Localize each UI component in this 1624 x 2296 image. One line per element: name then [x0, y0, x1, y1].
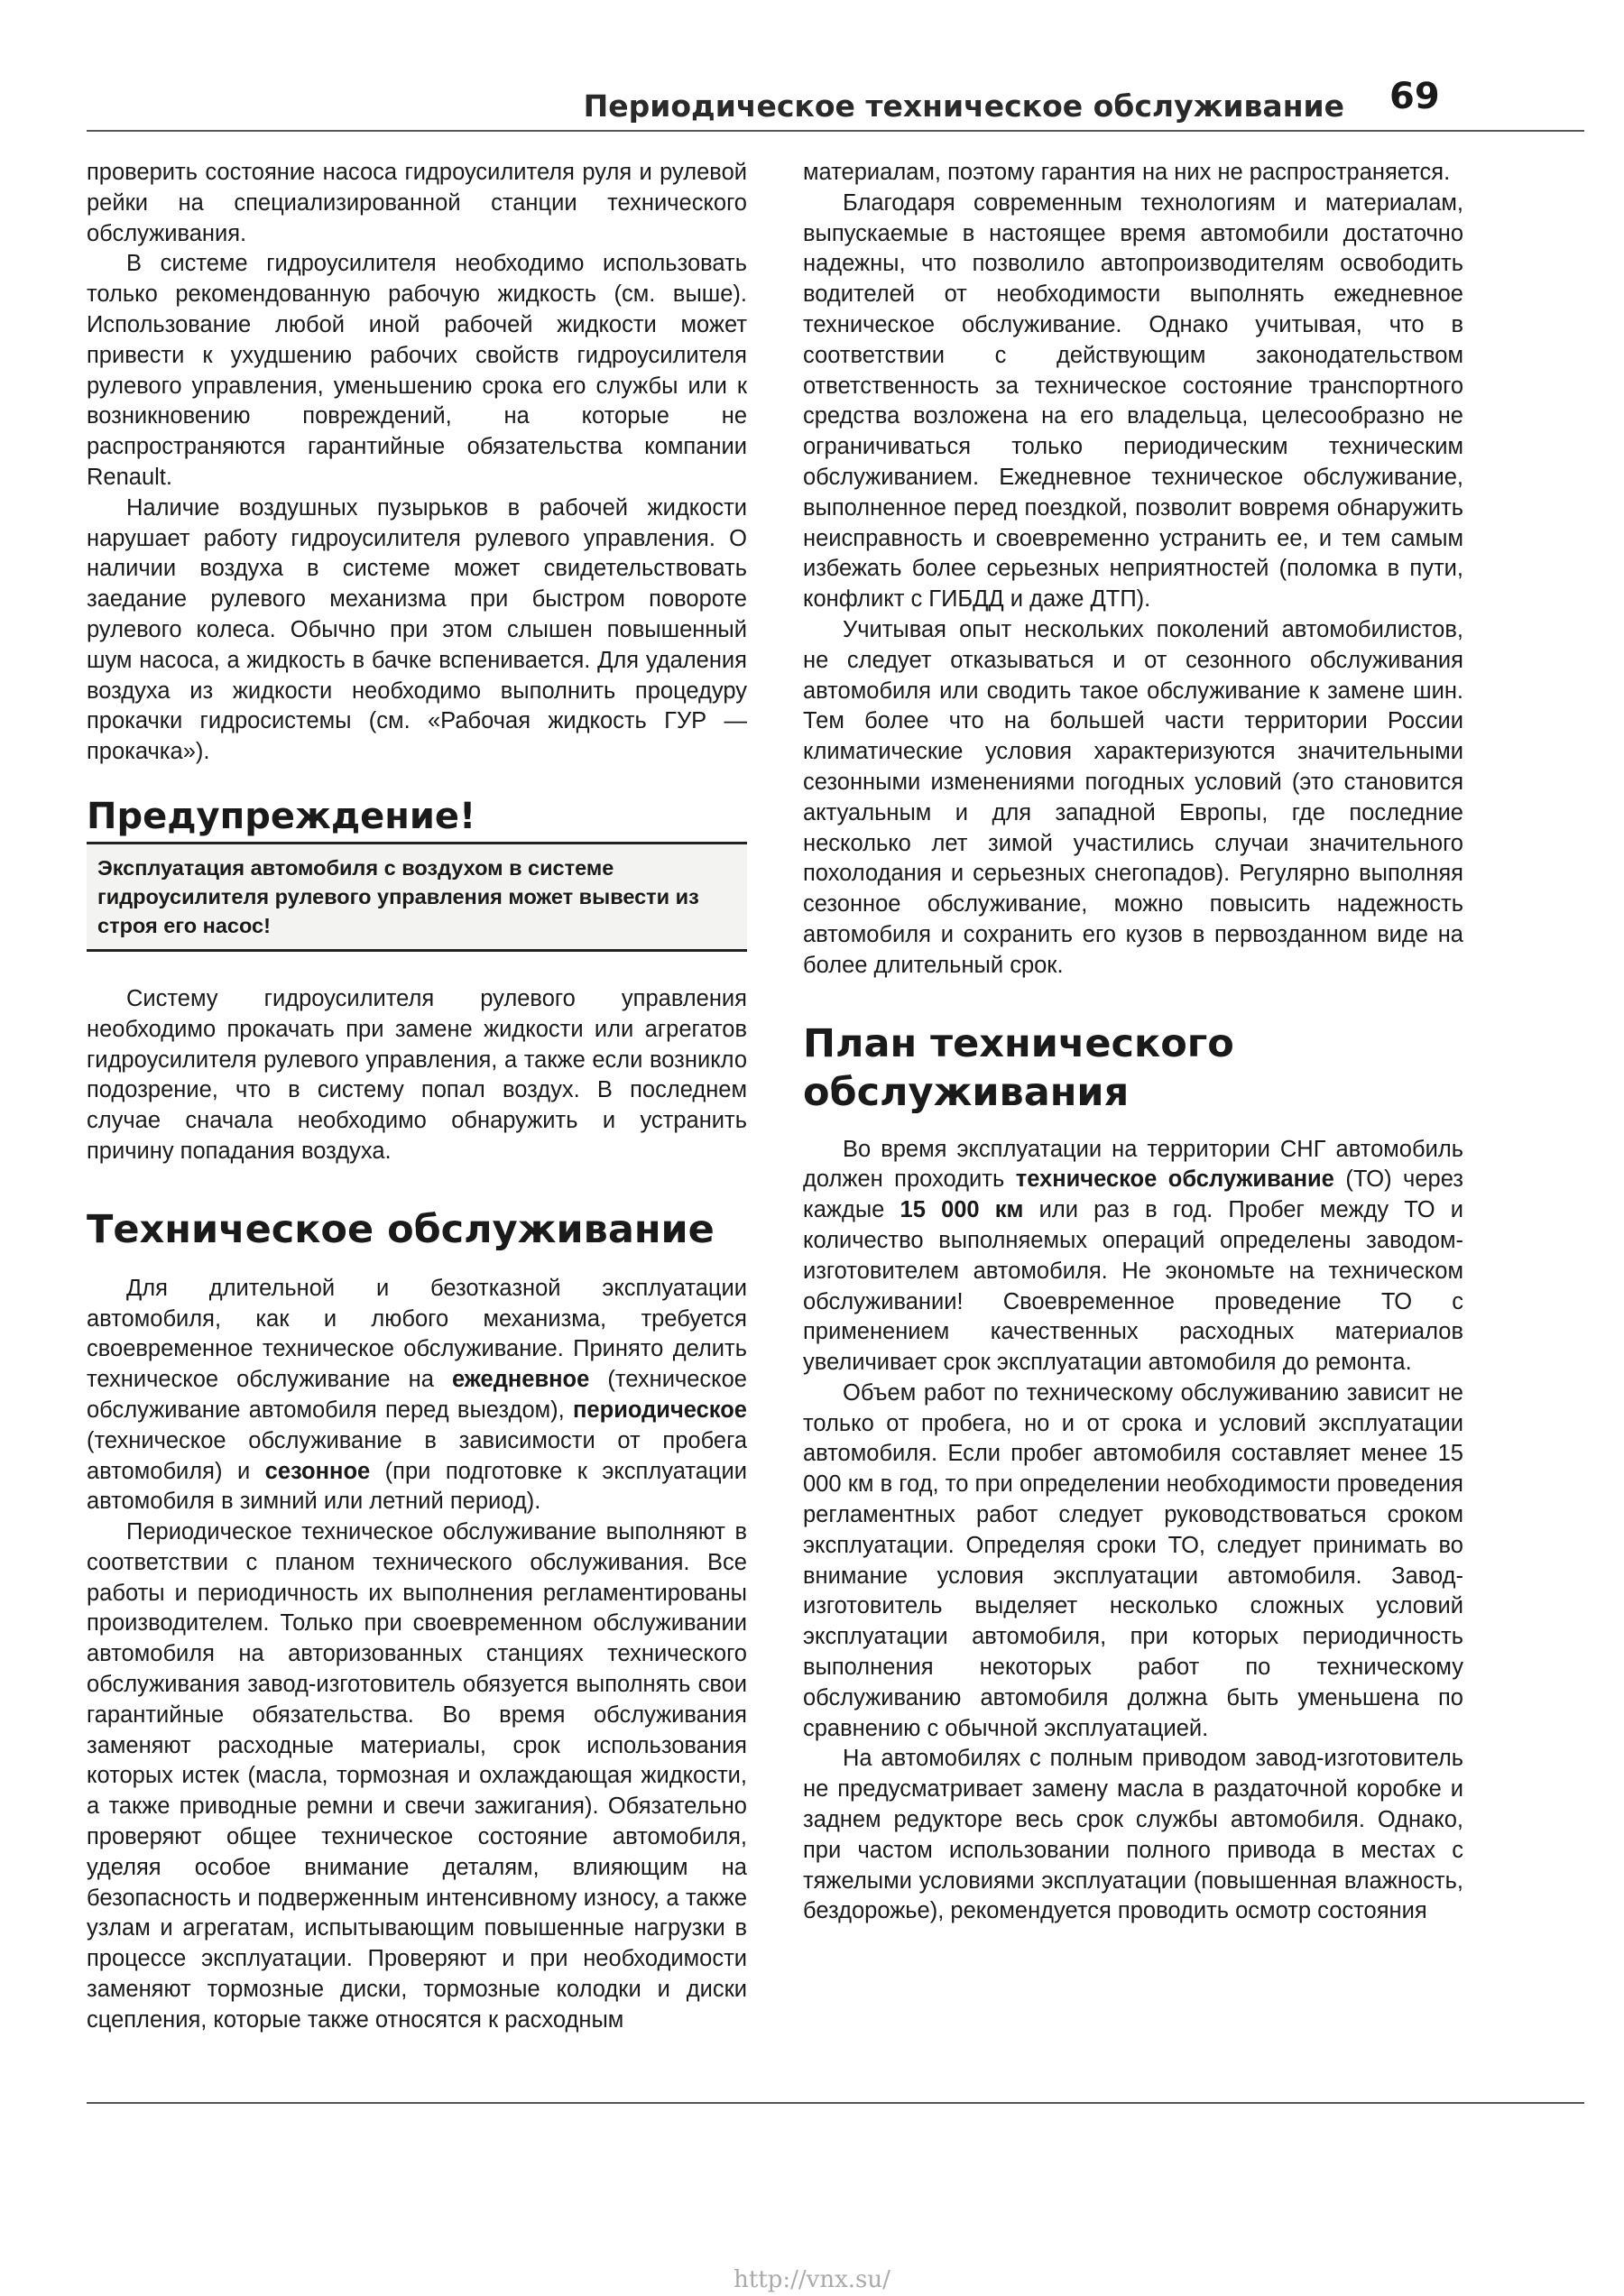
text-run: Во время эксплуатации на территории СНГ автомобиль должен проходить: [803, 1136, 1463, 1193]
text-run: или раз в год. Пробег между ТО и количество выполняемых операций определены заводом-изготовителем автомобиля. Не экономьте на техническом обслуживании! Своевременное проведение ТО с применением качественных расходных материалов увеличивает срок эксплуатации автомобиля до ремонта.: [803, 1197, 1463, 1376]
paragraph: [803, 1135, 1463, 1379]
left-column: [87, 158, 747, 2036]
paragraph: [87, 1274, 747, 1517]
footer-divider: [87, 2102, 1584, 2104]
bold-term: ежедневное: [451, 1367, 590, 1393]
paragraph: проверить состояние насоса гидроусилителя руля и рулевой рейки на специализированной станции технического обслуживания.: [87, 160, 747, 246]
section-heading: План технического обслуживания: [803, 1020, 1234, 1115]
paragraph: Наличие воздушных пузырьков в рабочей жидкости нарушает работу гидроусилителя рулевого управления. О наличии воздуха в системе может свидетельствовать заедание рулевого механизма при быстром повороте рулевого колеса. Обычно при этом слышен повышенный шум насоса, а жидкость в бачке вспенивается. Для удаления воздуха из жидкости необходимо выполнить процедуру прокачки гидросистемы (см. «Рабочая жидкость ГУР — прокачка»).: [87, 494, 747, 765]
header-divider: [87, 130, 1584, 132]
bold-term: периодическое: [573, 1397, 747, 1423]
paragraph: В системе гидроусилителя необходимо использовать только рекомендованную рабочую жидкость (см. выше). Использование любой иной рабочей жидкости может привести к ухудшению рабочих свойств гидроусилителя рулевого управления, уменьшению срока его службы или к возникновению повреждений, на которые не распространяются гарантийные обязательства компании Renault.: [87, 251, 747, 490]
warning-heading: Предупреждение!: [87, 795, 476, 837]
running-header-title: Периодическое техническое обслуживание: [583, 88, 1344, 124]
warning-box: [87, 842, 747, 952]
warning-block: [87, 795, 747, 952]
bold-term: 15 000 км: [900, 1197, 1024, 1223]
paragraph: Объем работ по техническому обслуживанию зависит не только от пробега, но и от срока и условий эксплуатации автомобиля. Если пробег автомобиля составляет менее 15 000 км в год, то при определении необходимости проведения регламентных работ следует руководствоваться сроком эксплуатации. Определяя сроки ТО, следует принимать во внимание условия эксплуатации автомобиля. Завод-изготовитель выделяет несколько сложных условий эксплуатации автомобиля, при которых периодичность выполнения некоторых работ по техническому обслуживанию автомобиля должна быть уменьшена по сравнению с обычной эксплуатацией.: [803, 1379, 1463, 1741]
text-run: Для длительной и безотказной эксплуатации автомобиля, как и любого механизма, требуется своевременное техническое обслуживание. Принято делить техническое обслуживание на: [87, 1275, 747, 1393]
warning-text: Эксплуатация автомобиля с воздухом в системе гидроусилителя рулевого управления может вывести из строя его насос!: [97, 855, 699, 937]
paragraph: На автомобилях с полным приводом завод-изготовитель не предусматривает замену масла в раздаточной коробке и заднем редукторе весь срок службы автомобиля. Однако, при частом использовании полного привода в местах с тяжелыми условиями эксплуатации (повышенная влажность, бездорожье), рекомендуется проводить осмотр состояния: [803, 1746, 1463, 1924]
text-run: (техническое обслуживание автомобиля перед выездом),: [87, 1367, 747, 1423]
watermark-url: http://vnx.su/: [734, 2266, 890, 2293]
right-column: [803, 158, 1463, 1927]
paragraph: материалам, поэтому гарантия на них не распространяется.: [803, 160, 1451, 185]
paragraph: Систему гидроусилителя рулевого управления необходимо прокачать при замене жидкости или агрегатов гидроусилителя рулевого управления, а также если возникло подозрение, что в систему попал воздух. В последнем случае сначала необходимо обнаружить и устранить причину попадания воздуха.: [87, 985, 747, 1164]
text-run: (ТО) через каждые: [803, 1166, 1464, 1223]
bold-term: техническое обслуживание: [1015, 1166, 1334, 1193]
paragraph: Благодаря современным технологиям и материалам, выпускаемые в настоящее время автомобили достаточно надежны, что позволило автопроизводителям освободить водителей от необходимости выполнять ежедневное техническое обслуживание. Однако учитывая, что в соответствии с действующим законодательством ответственность за техническое состояние транспортного средства возложена на его владельца, целесообразно не ограничиваться только периодическим техническим обслуживанием. Ежедневное техническое обслуживание, выполненное перед поездкой, позволит вовремя обнаружить неисправность и своевременно устранить ее, и тем самым избежать более серьезных неприятностей (поломка в пути, конфликт с ГИБДД и даже ДТП).: [803, 189, 1463, 613]
section-heading: Техническое обслуживание: [87, 1206, 715, 1252]
paragraph: Учитывая опыт нескольких поколений автомобилистов, не следует отказываться и от сезонного обслуживания автомобиля или сводить такое обслуживание к замене шин. Тем более что на большей части территории России климатические условия характеризуются значительными сезонными изменениями погодных условий (это становится актуальным и для западной Европы, где последние несколько лет зимой участились случаи значительного похолодания и серьезных снегопадов). Регулярно выполняя сезонное обслуживание, можно повысить надежность автомобиля и сохранить его кузов в первозданном виде на более длительный срок.: [803, 616, 1463, 978]
page-number: 69: [1389, 76, 1440, 117]
text-run: (техническое обслуживание в зависимости от пробега автомобиля) и: [87, 1427, 747, 1484]
paragraph: Периодическое техническое обслуживание выполняют в соответствии с планом технического обслуживания. Все работы и периодичность их выполнения регламентированы производителем. Только при своевременном обслуживании автомобиля на авторизованных станциях технического обслуживания завод-изготовитель обязуется выполнять свои гарантийные обязательства. Во время обслуживания заменяют расходные материалы, срок использования которых истек (масла, тормозная и охлаждающая жидкости, а также приводные ремни и свечи зажигания). Обязательно проверяют общее техническое состояние автомобиля, уделяя особое внимание деталям, влияющим на безопасность и подверженным интенсивному износу, а также узлам и агрегатам, испытывающим повышенные нагрузки в процессе эксплуатации. Проверяют и при необходимости заменяют тормозные диски, тормозные колодки и диски сцепления, которые также относятся к расходным: [87, 1519, 747, 2033]
text-run: (при подготовке к эксплуатации автомобиля в зимний или летний период).: [87, 1458, 747, 1515]
bold-term: сезонное: [264, 1458, 371, 1484]
